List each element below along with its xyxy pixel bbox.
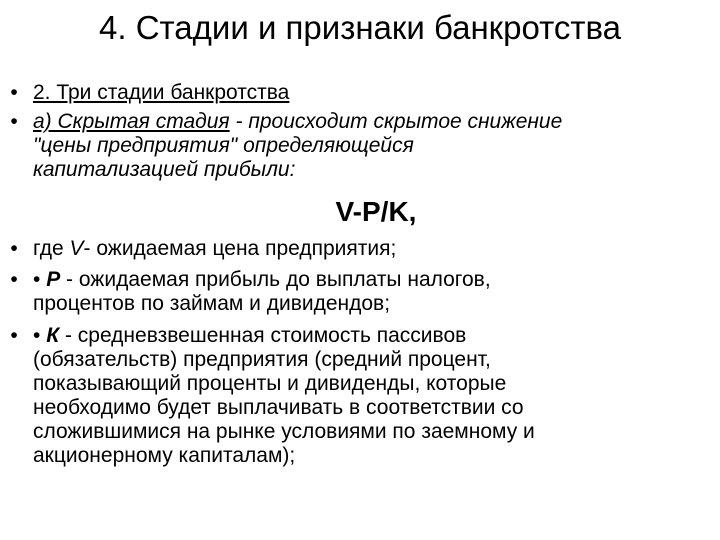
list-item-hidden-stage [10, 110, 703, 182]
list-item-p-definition [10, 268, 703, 316]
text-segment: • [33, 268, 47, 291]
text-line [33, 420, 703, 444]
text-segment: - средневзвешенная стоимость пассивов [59, 324, 467, 347]
bullet-marker: • [10, 81, 18, 104]
text-segment: где [33, 237, 70, 260]
formula-text: V-P/K, [335, 196, 417, 227]
text-line [33, 134, 703, 158]
text-segment: акционерному капиталам); [33, 444, 296, 467]
text-line [33, 396, 703, 420]
text-segment: необходимо будет выплачивать в соответствии со [33, 396, 524, 419]
bullet-marker: • [10, 324, 18, 347]
text-segment: сложившимися на рынке условиями по заемному и [33, 420, 535, 443]
text-segment: • [33, 324, 47, 347]
list-item-v-definition [10, 237, 703, 261]
text-segment: - ожидаемая прибыль до выплаты налогов, [60, 268, 491, 291]
text-segment: V [69, 237, 84, 260]
list-item-stages [10, 81, 703, 105]
slide-title: 4. Стадии и признаки банкротства [99, 9, 621, 46]
bullet-marker: • [10, 110, 18, 133]
text-segment: 2. Три стадии банкротства [33, 81, 290, 104]
text-line [33, 324, 703, 348]
formula [0, 196, 720, 228]
text-line [33, 444, 703, 468]
text-segment: капитализацией прибыли: [33, 158, 296, 181]
text-line [33, 292, 703, 316]
text-segment: - ожидаемая цена предприятия; [83, 237, 397, 260]
text-line [33, 268, 703, 292]
text-line [33, 237, 703, 261]
bullet-marker: • [10, 268, 18, 291]
text-line [33, 110, 703, 134]
text-segment: (обязательств) предприятия (средний процент, [33, 348, 491, 371]
text-segment: процентов по займам и дивидендов; [33, 292, 391, 315]
text-segment: Р [46, 268, 61, 291]
text-line [33, 158, 703, 182]
text-line [33, 348, 703, 372]
text-segment: "цены предприятия" определяющейся [33, 134, 414, 157]
text-line [33, 81, 703, 105]
bullet-marker: • [10, 237, 18, 260]
text-line [33, 372, 703, 396]
list-item-k-definition [10, 324, 703, 468]
text-segment: К [46, 324, 60, 347]
text-segment: а) Скрытая стадия [33, 110, 230, 133]
text-segment: - происходит скрытое снижение [229, 110, 563, 133]
text-segment: показывающий проценты и дивиденды, которые [33, 372, 507, 395]
